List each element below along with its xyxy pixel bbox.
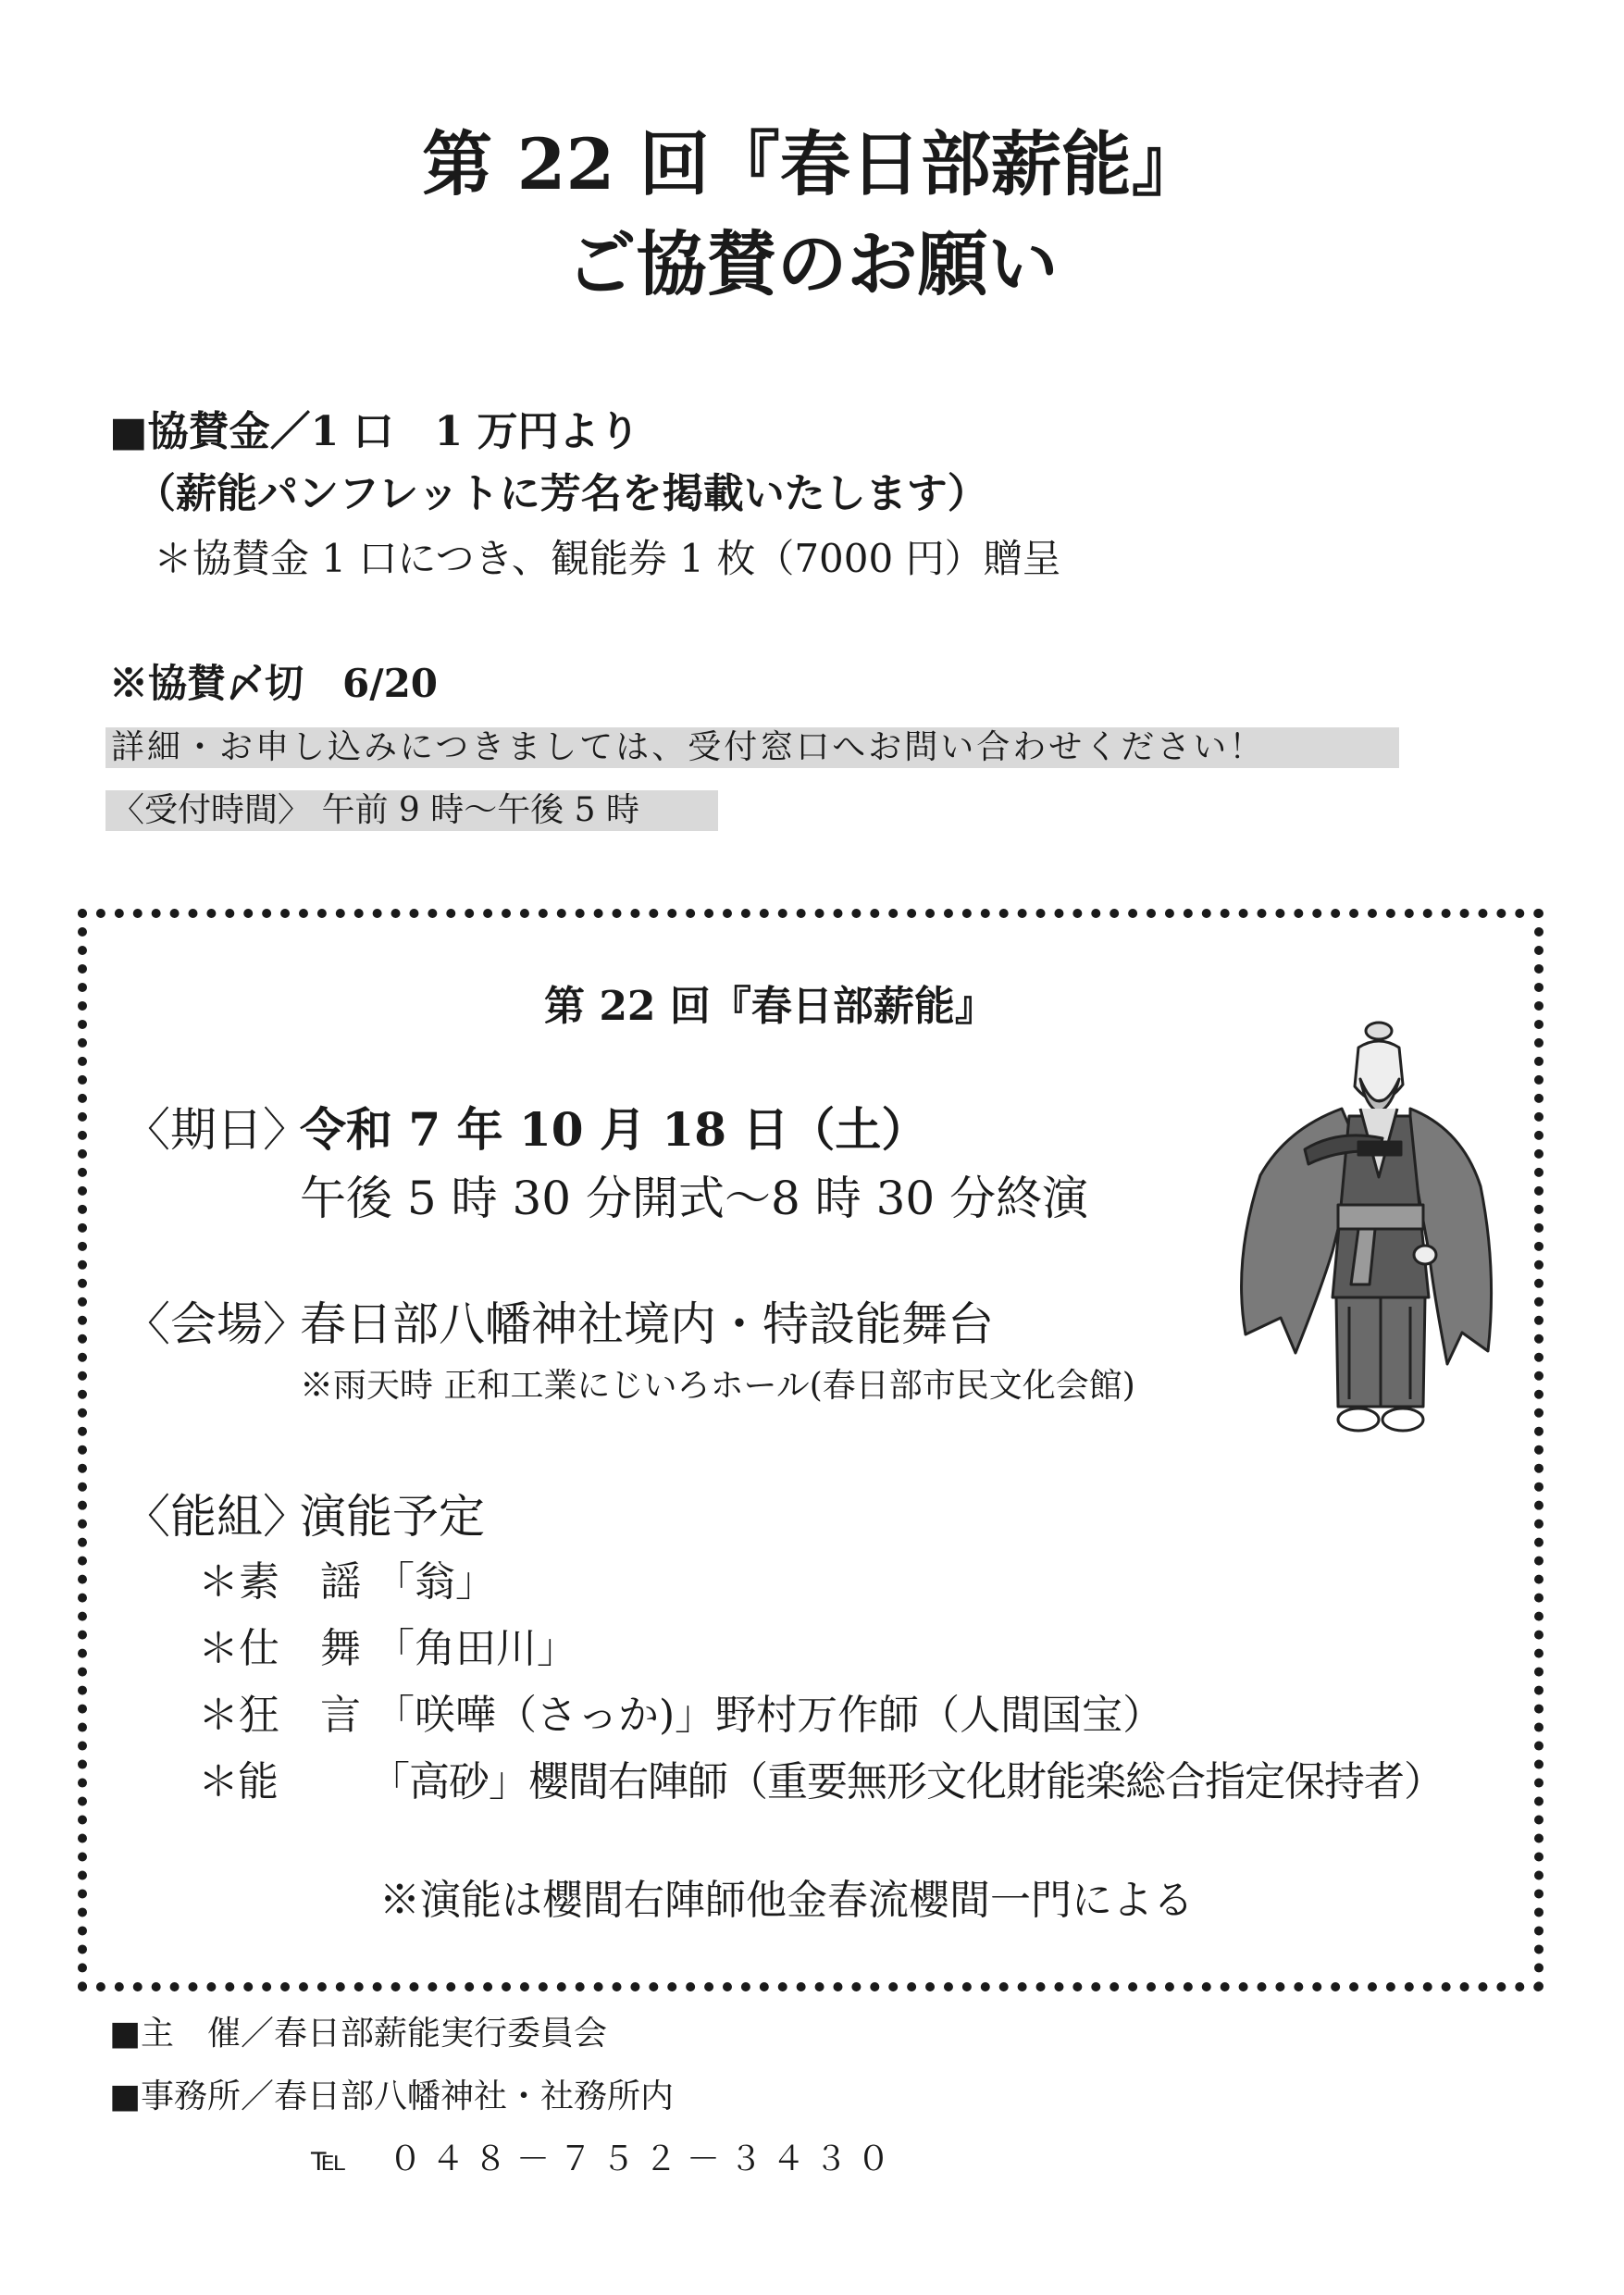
ticket-note: ＊協賛金 1 口につき、観能券 1 枚（7000 円）贈呈	[154, 536, 1061, 581]
sponsor-deadline: ※協賛〆切 6/20	[109, 661, 439, 706]
office-address: ■事務所／春日部八幡神社・社務所内	[109, 2078, 675, 2115]
event-venue: 春日部八幡神社境内・特設能舞台	[300, 1297, 994, 1351]
page-title: 第 22 回『春日部薪能』	[422, 123, 1202, 205]
program-item: ＊素 謡 「翁」	[198, 1558, 496, 1606]
program-item: ＊仕 舞 「角田川」	[198, 1625, 577, 1672]
program-item: ＊能 「高砂」櫻間右陣師（重要無形文化財能楽総合指定保持者）	[198, 1758, 1444, 1805]
noh-performer-illustration	[1220, 1020, 1497, 1455]
program-item: ＊狂 言 「咲嘩（さっか)」野村万作師（人間国宝）	[198, 1692, 1164, 1739]
reception-hours: 〈受付時間〉 午前 9 時〜午後 5 時	[105, 790, 718, 831]
organizer: ■主 催／春日部薪能実行委員会	[109, 2015, 608, 2053]
pamphlet-note: （薪能パンフレットに芳名を掲載いたします）	[135, 470, 988, 517]
rain-venue-note: ※雨天時 正和工業にじいろホール(春日部市民文化会館)	[300, 1367, 1135, 1405]
contact-note: 詳細・お申し込みにつきましては、受付窓口へお問い合わせください！	[105, 727, 1399, 768]
performer-note: ※演能は櫻間右陣師他金春流櫻間一門による	[379, 1877, 1194, 1924]
program-heading: 演能予定	[300, 1490, 485, 1544]
page-subtitle: ご協賛のお願い	[565, 223, 1059, 305]
event-date: 令和 7 年 10 月 18 日（土）	[300, 1102, 928, 1157]
tel-label: ℡	[311, 2140, 347, 2178]
venue-label: 〈会場〉	[124, 1297, 309, 1351]
tel-number: ０４８－７５２－３４３０	[389, 2140, 900, 2178]
event-time: 午後 5 時 30 分開式〜8 時 30 分終演	[300, 1172, 1089, 1225]
sponsor-fee: ■協賛金／1 口 1 万円より	[109, 408, 640, 455]
date-label: 〈期日〉	[124, 1103, 309, 1157]
program-label: 〈能組〉	[124, 1490, 309, 1544]
event-title: 第 22 回『春日部薪能』	[544, 983, 996, 1030]
